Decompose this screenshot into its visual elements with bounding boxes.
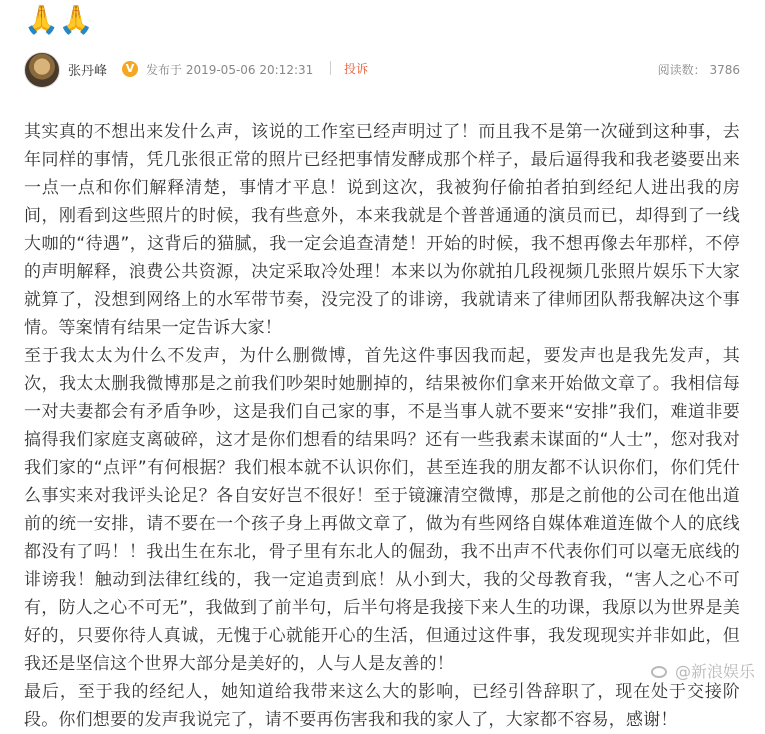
praying-hands-icon: 🙏 xyxy=(58,3,94,36)
publish-time: 发布于 2019-05-06 20:12:31 xyxy=(146,63,314,77)
divider xyxy=(330,61,331,75)
watermark-text: @新浪娱乐 xyxy=(674,662,755,681)
avatar[interactable] xyxy=(24,52,60,88)
post-paragraph: 其实真的不想出来发什么声，该说的工作室已经声明过了！而且我不是第一次碰到这种事，去年同样的事情，凭几张很正常的照片已经把事情发酵成那个样子，最后逼得我和我老婆要出来一点一点和你们解释清楚，事情才平息！说到这次，我被狗仔偷拍者拍到经纪人进出我的房间，刚看到这些照片的时候，我有些意外，本来我就是个普普通通的演员而已，却得到了一线大咖的“待遇”，这背后的猫腻，我一定会追查清楚！开始的时候，我不想再像去年那样，不停的声明解释，浪费公共资源，决定采取冷处理！本来以为你就拍几段视频几张照片娱乐下大家就算了，没想到网络上的水军带节奏，没完没了的诽谤，我就请来了律师团队帮我解决这个事情。等案情有结果一定告诉大家！ xyxy=(24,122,740,338)
weibo-icon xyxy=(651,663,671,679)
post-paragraph: 最后，至于我的经纪人，她知道给我带来这么大的影响，已经引咎辞职了，现在处于交接阶段。你们想要的发声我说完了，请不要再伤害我和我的家人了，大家都不容易，感谢！ xyxy=(24,682,740,730)
post-content xyxy=(24,118,740,734)
post-paragraph: 至于我太太为什么不发声，为什么删微博，首先这件事因我而起，要发声也是我先发声，其次，我太太删我微博那是之前我们吵架时她删掉的，结果被你们拿来开始做文章了。我相信每一对夫妻都会有矛盾争吵，这是我们自己家的事，不是当事人就不要来“安排”我们，难道非要搞得我们家庭支离破碎，这才是你们想看的结果吗？还有一些我素未谋面的“人士”，您对我对我们家的“点评”有何根据？我们根本就不认识你们，甚至连我的朋友都不认识你们，你们凭什么事实来对我评头论足？各自安好岂不很好！至于镜濂清空微博，那是之前他的公司在他出道前的统一安排，请不要在一个孩子身上再做文章了，做为有些网络自媒体难道连做个人的底线都没有了吗！！我出生在东北，骨子里有东北人的倔劲，我不出声不代表你们可以毫无底线的诽谤我！触动到法律红线的，我一定追责到底！从小到大，我的父母教育我，“害人之心不可有，防人之心不可无”，我做到了前半句，后半句将是我接下来人生的功课，我原以为世界是美好的，只要你待人真诚，无愧于心就能开心的生活，但通过这件事，我发现现实并非如此，但我还是坚信这个世界大部分是美好的，人与人是友善的！ xyxy=(24,346,740,674)
watermark xyxy=(651,659,755,682)
view-count: 阅读数： 3786 xyxy=(657,63,740,77)
emoji-row xyxy=(24,4,94,36)
post-header xyxy=(24,52,740,88)
verified-badge-icon: V xyxy=(122,61,138,77)
report-link[interactable]: 投诉 xyxy=(344,62,369,76)
praying-hands-icon: 🙏 xyxy=(24,3,59,36)
author-name[interactable]: 张丹峰 xyxy=(68,64,108,79)
